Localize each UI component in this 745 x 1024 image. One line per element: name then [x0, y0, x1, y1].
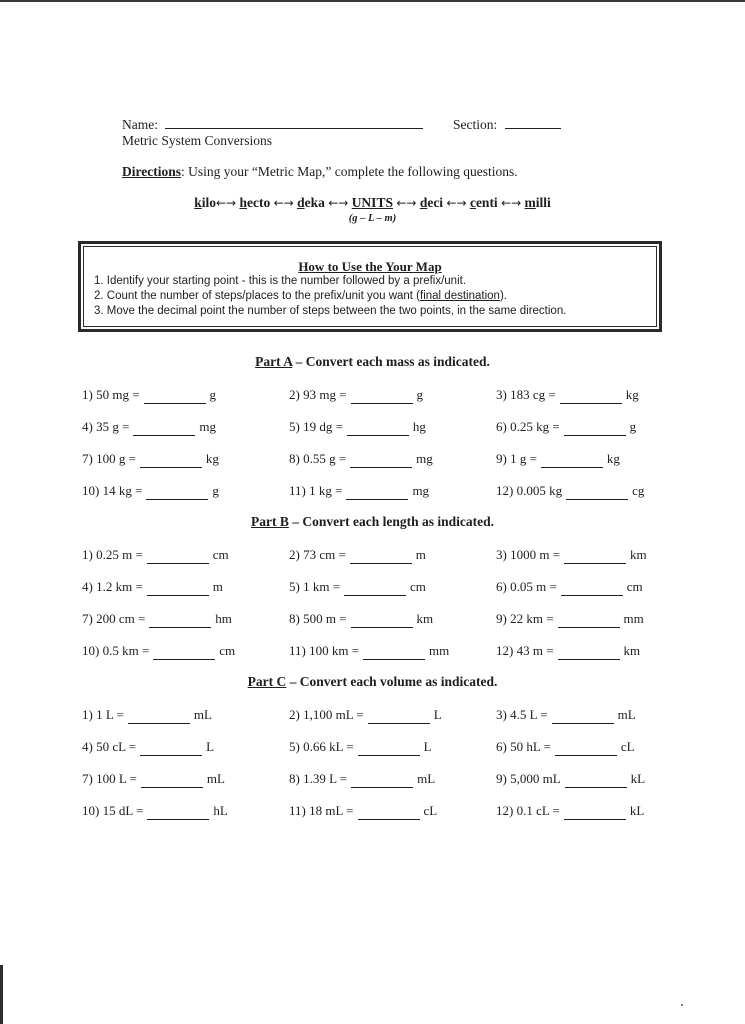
target-unit: kg — [205, 451, 219, 466]
question-item — [289, 451, 433, 468]
target-unit: m — [212, 579, 223, 594]
target-unit: mL — [617, 707, 636, 722]
target-unit: L — [206, 739, 215, 754]
answer-blank[interactable] — [358, 803, 420, 820]
directions-text: : Using your “Metric Map,” complete the following questions. — [181, 164, 518, 179]
final-destination: final destination — [420, 290, 500, 302]
question-text: 6) 50 hL = — [496, 739, 551, 754]
answer-blank[interactable] — [552, 707, 614, 724]
question-text: 1) 1 L = — [82, 707, 124, 722]
question-text: 5) 1 km = — [289, 579, 341, 594]
question-text: 10) 14 kg = — [82, 483, 143, 498]
answer-blank[interactable] — [555, 739, 617, 756]
target-unit: kL — [630, 771, 646, 786]
answer-blank[interactable] — [558, 611, 620, 628]
target-unit: mL — [193, 707, 212, 722]
question-text: 8) 0.55 g = — [289, 451, 347, 466]
question-item — [496, 803, 644, 820]
answer-blank[interactable] — [565, 771, 627, 788]
question-item — [496, 483, 644, 500]
answer-blank[interactable] — [140, 739, 202, 756]
question-item — [289, 547, 426, 564]
question-item — [496, 579, 643, 596]
question-item — [496, 547, 647, 564]
document-title: Metric System Conversions — [122, 133, 272, 148]
target-unit: L — [423, 739, 432, 754]
target-unit: cL — [620, 739, 635, 754]
question-text: 1) 50 mg = — [82, 387, 140, 402]
answer-blank[interactable] — [350, 451, 412, 468]
question-item — [289, 483, 429, 500]
how-to-step-2: 2. Count the number of steps/places to the prefix/unit you want (final destination). — [94, 290, 507, 302]
answer-blank[interactable] — [140, 451, 202, 468]
answer-blank[interactable] — [147, 579, 209, 596]
metric-map: kilo←→ hecto ←→ deka ←→ UNITS ←→ deci ←→ centi ←→ milli — [194, 195, 551, 210]
answer-blank[interactable] — [351, 611, 413, 628]
target-unit: hL — [213, 803, 228, 818]
target-unit: mg — [416, 451, 433, 466]
answer-blank[interactable] — [344, 579, 406, 596]
part-b-heading: Part B – Convert each length as indicated. — [251, 514, 494, 529]
question-text: 5) 0.66 kL = — [289, 739, 354, 754]
question-text: 2) 1,100 mL = — [289, 707, 364, 722]
question-item — [289, 739, 432, 756]
answer-blank[interactable] — [346, 483, 408, 500]
answer-blank[interactable] — [144, 387, 206, 404]
question-item — [289, 803, 437, 820]
answer-blank[interactable] — [133, 419, 195, 436]
question-text: 11) 18 mL = — [289, 803, 354, 818]
question-text: 11) 1 kg = — [289, 483, 343, 498]
answer-blank[interactable] — [564, 547, 626, 564]
question-item — [82, 803, 228, 820]
question-text: 7) 100 L = — [82, 771, 137, 786]
how-to-title: How to Use the Your Map — [298, 259, 442, 274]
question-item — [82, 451, 219, 468]
question-text: 8) 1.39 L = — [289, 771, 348, 786]
target-unit: cm — [410, 579, 426, 594]
answer-blank[interactable] — [153, 643, 215, 660]
target-unit: mL — [417, 771, 436, 786]
arrow-icon: ←→ — [446, 196, 467, 210]
question-item — [496, 419, 636, 436]
question-text: 2) 93 mg = — [289, 387, 347, 402]
section-label: Section: — [453, 117, 498, 132]
arrow-icon: ←→ — [396, 196, 417, 210]
question-item — [82, 707, 212, 724]
answer-blank[interactable] — [149, 611, 211, 628]
prefix-milli: m — [524, 195, 536, 210]
prefix-deka: d — [297, 195, 305, 210]
how-to-box — [78, 241, 662, 332]
answer-blank[interactable] — [358, 739, 420, 756]
question-text: 4) 35 g = — [82, 419, 130, 434]
question-text: 2) 73 cm = — [289, 547, 346, 562]
question-item — [82, 419, 216, 436]
part-c-heading: Part C – Convert each volume as indicated. — [247, 674, 498, 689]
base-units: UNITS — [351, 195, 393, 210]
arrow-icon: ←→ — [328, 196, 349, 210]
question-item — [82, 547, 229, 564]
target-unit: mm — [429, 643, 450, 658]
prefix-kilo: k — [194, 195, 202, 210]
question-item — [496, 611, 644, 628]
target-unit: cm — [219, 643, 236, 658]
answer-blank[interactable] — [141, 771, 203, 788]
scan-speck — [681, 1004, 683, 1006]
answer-blank[interactable] — [147, 803, 209, 820]
question-text: 9) 5,000 mL — [496, 771, 561, 786]
target-unit: L — [433, 707, 442, 722]
question-item — [82, 579, 223, 596]
answer-blank[interactable] — [347, 419, 409, 436]
question-text: 8) 500 m = — [289, 611, 347, 626]
answer-blank[interactable] — [566, 483, 628, 500]
question-item — [496, 451, 620, 468]
question-item — [289, 771, 435, 788]
prefix-centi: c — [469, 195, 476, 210]
question-text: 12) 43 m = — [496, 643, 554, 658]
question-text: 10) 0.5 km = — [82, 643, 150, 658]
question-text: 7) 200 cm = — [82, 611, 146, 626]
prefix-deci: d — [419, 195, 428, 210]
scan-edge-left — [0, 965, 3, 1024]
section-blank[interactable] — [505, 128, 561, 129]
question-text: 5) 19 dg = — [289, 419, 343, 434]
target-unit: mL — [206, 771, 225, 786]
question-item — [289, 387, 423, 404]
target-unit: cg — [632, 483, 645, 498]
answer-blank[interactable] — [351, 387, 413, 404]
target-unit: mm — [623, 611, 644, 626]
question-text: 1) 0.25 m = — [82, 547, 143, 562]
question-item — [289, 643, 449, 660]
answer-blank[interactable] — [564, 803, 626, 820]
target-unit: cm — [626, 579, 643, 594]
question-text: 6) 0.05 m = — [496, 579, 557, 594]
answer-blank[interactable] — [350, 547, 412, 564]
answer-blank[interactable] — [564, 419, 626, 436]
question-item — [82, 739, 214, 756]
answer-blank[interactable] — [363, 643, 425, 660]
target-unit: cm — [212, 547, 229, 562]
question-item — [496, 707, 636, 724]
question-text: 6) 0.25 kg = — [496, 419, 560, 434]
question-text: 3) 1000 m = — [496, 547, 561, 562]
question-item — [82, 643, 235, 660]
target-unit: kg — [625, 387, 639, 402]
question-text: 7) 100 g = — [82, 451, 136, 466]
question-item — [496, 739, 635, 756]
part-a-heading: Part A – Convert each mass as indicated. — [255, 354, 490, 369]
target-unit: m — [415, 547, 426, 562]
answer-blank[interactable] — [351, 771, 413, 788]
base-units-note: (g – L – m) — [348, 213, 397, 224]
how-to-step-1: 1. Identify your starting point - this is the number followed by a prefix/unit. — [94, 275, 467, 287]
arrow-icon: ←→ — [501, 196, 522, 210]
question-text: 11) 100 km = — [289, 643, 360, 658]
question-text: 3) 4.5 L = — [496, 707, 548, 722]
question-item — [496, 643, 640, 660]
section-field — [453, 117, 561, 133]
target-unit: g — [209, 387, 217, 402]
target-unit: g — [212, 483, 219, 498]
question-text: 9) 1 g = — [496, 451, 537, 466]
question-text: 4) 1.2 km = — [82, 579, 143, 594]
question-item — [82, 483, 219, 500]
target-unit: mg — [412, 483, 430, 498]
question-item — [289, 579, 426, 596]
question-item — [496, 771, 645, 788]
target-unit: cL — [423, 803, 438, 818]
target-unit: g — [416, 387, 424, 402]
target-unit: mg — [199, 419, 217, 434]
answer-blank[interactable] — [128, 707, 190, 724]
scan-edge-top — [0, 0, 745, 2]
name-blank[interactable] — [165, 128, 423, 129]
question-text: 3) 183 cg = — [496, 387, 556, 402]
question-item — [82, 387, 216, 404]
name-label: Name: — [122, 117, 158, 132]
question-text: 9) 22 km = — [496, 611, 554, 626]
question-text: 12) 0.005 kg — [496, 483, 563, 498]
target-unit: km — [416, 611, 434, 626]
question-item — [496, 387, 639, 404]
directions — [122, 164, 518, 180]
answer-blank[interactable] — [558, 643, 620, 660]
name-field — [122, 117, 423, 133]
target-unit: km — [630, 547, 647, 562]
answer-blank[interactable] — [368, 707, 430, 724]
target-unit: km — [623, 643, 641, 658]
target-unit: g — [629, 419, 637, 434]
answer-blank[interactable] — [146, 483, 208, 500]
directions-label: Directions — [122, 164, 181, 179]
question-item — [289, 419, 426, 436]
question-text: 10) 15 dL = — [82, 803, 144, 818]
answer-blank[interactable] — [541, 451, 603, 468]
prefix-hecto: h — [239, 195, 247, 210]
target-unit: hm — [215, 611, 232, 626]
arrow-icon: ←→ — [273, 196, 294, 210]
answer-blank[interactable] — [560, 387, 622, 404]
answer-blank[interactable] — [147, 547, 209, 564]
question-text: 4) 50 cL = — [82, 739, 137, 754]
arrow-icon: ←→ — [215, 196, 237, 210]
question-item — [289, 611, 433, 628]
question-text: 12) 0.1 cL = — [496, 803, 560, 818]
target-unit: kL — [629, 803, 645, 818]
question-item — [82, 611, 232, 628]
how-to-step-3: 3. Move the decimal point the number of steps between the two points, in the same direction. — [94, 305, 567, 317]
target-unit: hg — [412, 419, 426, 434]
answer-blank[interactable] — [561, 579, 623, 596]
question-item — [82, 771, 225, 788]
target-unit: kg — [606, 451, 620, 466]
question-item — [289, 707, 442, 724]
